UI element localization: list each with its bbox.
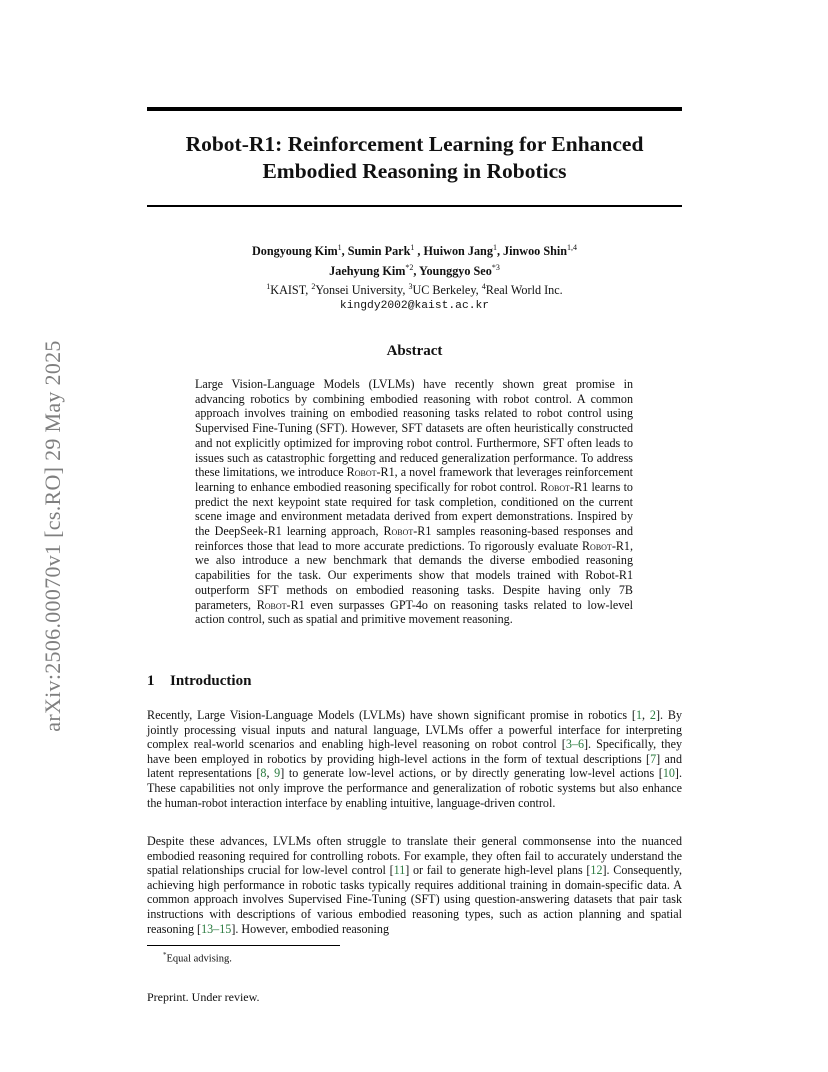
- affil-mark: 1: [266, 282, 271, 292]
- arxiv-stamp-text: arXiv:2506.00070v1 [cs.RO] 29 May 2025: [40, 340, 65, 732]
- citation-link[interactable]: 1: [635, 708, 642, 722]
- citation-link[interactable]: 11: [393, 863, 406, 878]
- author-name: , Jinwoo Shin: [496, 244, 568, 259]
- citation-link[interactable]: 13–15: [201, 921, 232, 936]
- body-text: Despite these advances, LVLMs often struggle to translate their general commonsense into the nuanced embodied reasoning required for controlling robots. For example, they often fail to accurately understand the spatial relationships crucial for low-level control [: [147, 834, 682, 878]
- body-text: ] to generate low-level actions, or by directly generating low-level actions [: [280, 766, 663, 781]
- author-affil-mark: 1: [410, 243, 415, 252]
- abstract-text: Large Vision-Language Models (LVLMs) have recently shown great promise in advancing robotics by combining embodied reasoning with robot control. A common approach involves training on embodied reasoning tasks related to robot control using Supervised Fine-Tuning (SFT). However, SFT datasets are often heuristically constructed and not explicitly optimized for improving robot control. Furthermore, SFT often leads to issues such as catastrophic forgetting and reduced generalization performance. To address these limitations, we introduce: [195, 377, 633, 480]
- body-text: ,: [266, 766, 275, 781]
- section-title: Introduction: [170, 673, 252, 689]
- footnote-rule: [147, 945, 340, 946]
- footnote-text: Equal advising.: [166, 953, 232, 965]
- author-affil-mark: 1,4: [567, 243, 578, 252]
- abstract-text: learns to predict the next keypoint state required for task completion, conditioned on the current scene image and environment metadata derived from expert demonstrations. Inspired by the DeepSeek-R1 learning approach,: [195, 479, 633, 539]
- abstract-text: samples reasoning-based responses and reinforces those that lead to more accurate predictions. To rigorously evaluate: [195, 524, 633, 553]
- affil-mark: 2: [311, 282, 316, 292]
- title-line-2: Embodied Reasoning in Robotics: [262, 159, 567, 183]
- author-name: , Younggyo Seo: [413, 263, 492, 278]
- method-name: Robot-R1: [581, 538, 630, 553]
- body-text: ]. However, embodied reasoning: [231, 921, 390, 936]
- author-line-2: [147, 260, 682, 280]
- affil-name: KAIST,: [270, 283, 312, 298]
- citation-link[interactable]: 10: [662, 766, 675, 781]
- affil-name: Real World Inc.: [485, 283, 563, 298]
- author-line-1: [147, 240, 682, 260]
- citation-link[interactable]: 12: [590, 863, 603, 878]
- intro-paragraph-2: [147, 834, 682, 936]
- author-name: , Huiwon Jang: [414, 244, 493, 259]
- affil-mark: 4: [481, 282, 486, 292]
- preprint-notice: Preprint. Under review.: [147, 990, 260, 1004]
- affil-name: Yonsei University,: [315, 283, 409, 298]
- abstract-body: [195, 377, 633, 627]
- citation-link[interactable]: 3–6: [565, 737, 584, 752]
- author-block: [147, 240, 682, 314]
- author-affil-mark: 1: [492, 243, 497, 252]
- affil-mark: 3: [408, 282, 413, 292]
- body-text: ]. By jointly processing visual inputs and natural language, LVLMs offer a powerful interface for interpreting complex real-world scenarios and enabling high-level reasoning on robot control [: [147, 708, 683, 752]
- abstract-text: , we also introduce a new benchmark that demands the diverse embodied reasoning capabilities for the task. Our experiments show that models trained with Robot-R1 outperform SFT methods on embodied reasoning tasks. Despite having only 7B parameters,: [195, 538, 633, 612]
- title-top-rule: [147, 107, 682, 111]
- author-name: Dongyoung Kim: [251, 244, 338, 259]
- contact-email: kingdy2002@kaist.ac.kr: [339, 299, 490, 312]
- body-text: ]. Consequently, achieving high performance in robotic tasks typically requires additional training in domain-specific data. A common approach involves Supervised Fine-Tuning (SFT) using question-answering datasets that pair task instructions with descriptions of various embodied reasoning types, such as action planning and spatial reasoning [: [147, 863, 682, 936]
- abstract-heading: Abstract: [386, 343, 443, 359]
- method-name: Robot-R1: [346, 465, 395, 480]
- body-text: Recently, Large Vision-Language Models (LVLMs) have shown significant promise in robotics [: [147, 708, 636, 722]
- author-affil-mark: *2: [405, 262, 414, 272]
- body-text: ] and latent representations [: [147, 751, 683, 781]
- section-number: 1: [147, 673, 155, 689]
- title-bottom-rule: [147, 205, 682, 207]
- citation-link[interactable]: 9: [274, 766, 281, 781]
- section-heading-introduction: [147, 673, 682, 690]
- abstract-text: even surpasses GPT-4o on reasoning tasks related to low-level action control, such as spatial and primitive movement reasoning.: [195, 597, 633, 627]
- footnote: [163, 951, 232, 965]
- citation-link[interactable]: 2: [649, 708, 656, 722]
- abstract-text: , a novel framework that leverages reinforcement learning to enhance embodied reasoning specifically for robot control.: [195, 465, 633, 494]
- paper-title: [147, 131, 682, 185]
- footnote-mark: *: [163, 951, 167, 959]
- body-text: ]. These capabilities not only improve the performance and generalization of robotic systems but also enhance the human-robot interaction interface by enabling intuitive, language-driven control.: [147, 766, 682, 810]
- method-name: Robot-R1: [256, 597, 305, 612]
- author-affil-mark: *3: [491, 262, 500, 272]
- citation-link[interactable]: 8: [260, 766, 267, 781]
- title-line-1: Robot-R1: Reinforcement Learning for Enhanced: [185, 132, 644, 156]
- body-text: ]. Specifically, they have been employed in robotics by providing high-level actions in the form of textual descriptions [: [147, 737, 683, 766]
- affiliations: [147, 279, 682, 299]
- body-text: ,: [642, 708, 650, 722]
- method-name: Robot-R1: [540, 479, 589, 494]
- author-affil-mark: 1: [337, 243, 342, 252]
- method-name: Robot-R1: [383, 524, 432, 539]
- citation-link[interactable]: 7: [650, 751, 657, 766]
- affil-name: UC Berkeley,: [412, 283, 482, 298]
- author-name: , Sumin Park: [341, 244, 411, 259]
- author-name: Jaehyung Kim: [329, 263, 406, 278]
- body-text: ] or fail to generate high-level plans [: [405, 863, 591, 878]
- intro-paragraph-1: [147, 708, 682, 810]
